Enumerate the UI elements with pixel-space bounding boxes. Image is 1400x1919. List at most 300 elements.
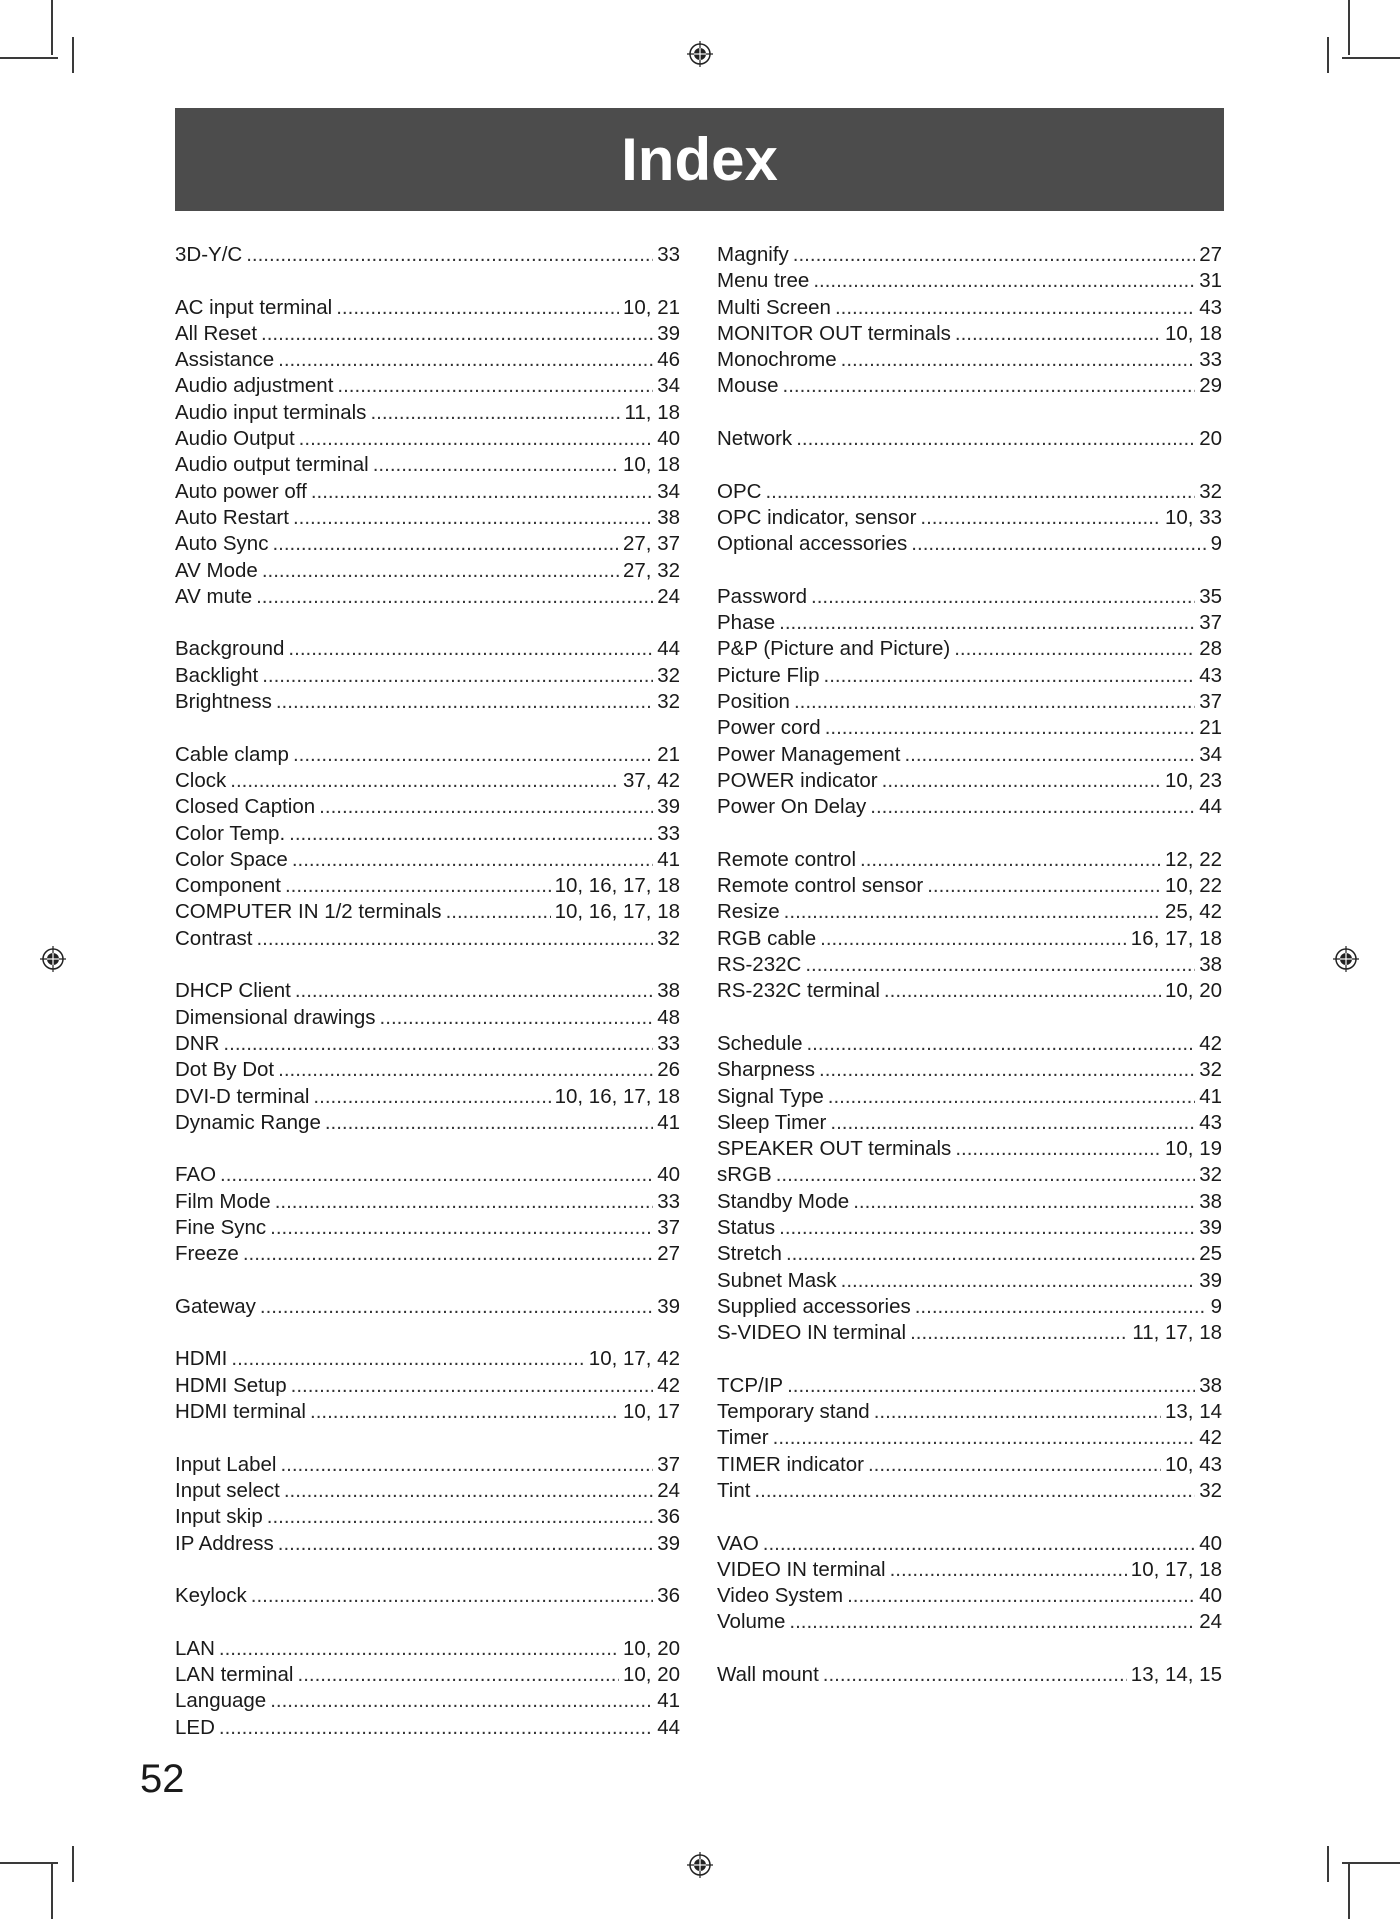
index-entry [717,716,1222,742]
index-entry [175,1216,680,1242]
crop-mark [0,57,58,59]
index-term: Position [717,690,790,714]
index-term: Password [717,584,808,608]
index-entry [717,427,1222,453]
index-term: IP Address [175,1531,274,1555]
dot-leader [796,427,1195,451]
index-entry [175,664,680,690]
index-column-right [717,243,1222,1689]
index-page-refs: 44 [657,637,680,661]
index-page-refs: 39 [657,1294,680,1318]
index-page-refs: 32 [1199,1478,1222,1502]
index-entry [717,348,1222,374]
index-page-refs: 10, 21 [623,295,680,319]
index-entry [717,1137,1222,1163]
index-page-refs: 11, 18 [624,400,680,424]
index-page-refs: 24 [657,584,680,608]
index-term: Audio Output [175,427,295,451]
dot-leader [882,769,1161,793]
dot-leader [765,480,1195,504]
dot-leader [868,1453,1161,1477]
index-term: AV Mode [175,558,258,582]
index-term: RS-232C terminal [717,979,880,1003]
index-term: POWER indicator [717,768,878,792]
index-page-refs: 39 [1199,1268,1222,1292]
dot-leader [219,1637,619,1661]
index-page-refs: 43 [1199,663,1222,687]
index-page-refs: 10, 18 [623,453,680,477]
index-page-refs: 46 [657,348,680,372]
index-term: Freeze [175,1242,239,1266]
dot-leader [299,427,654,451]
index-term: Power Management [717,742,901,766]
index-term: Phase [717,611,776,635]
index-entry [717,1479,1222,1505]
index-page-refs: 39 [657,321,680,345]
index-term: DHCP Client [175,979,291,1003]
index-page-refs: 13, 14, 15 [1130,1663,1222,1687]
dot-leader [860,848,1161,872]
index-term: Color Space [175,847,288,871]
crop-mark [72,37,74,73]
index-entry [175,1584,680,1610]
index-entry [175,1716,680,1742]
index-entry [175,927,680,953]
dot-leader [754,1479,1195,1503]
dot-leader [293,506,653,530]
index-term: Stretch [717,1242,782,1266]
dot-leader [291,1374,654,1398]
index-entry [175,1689,680,1715]
index-term: Mouse [717,374,779,398]
index-page-refs: 37 [657,1215,680,1239]
dot-leader [267,1505,653,1529]
index-entry [717,322,1222,348]
index-term: Dynamic Range [175,1110,321,1134]
index-page-refs: 40 [657,1163,680,1187]
index-page-refs: 37, 42 [623,768,680,792]
index-page-refs: 33 [657,243,680,266]
dot-leader [336,296,619,320]
dot-leader [793,243,1195,267]
crop-mark [51,1864,53,1919]
index-entry [717,532,1222,558]
index-term: SPEAKER OUT terminals [717,1137,952,1161]
dot-leader [794,690,1195,714]
index-page-refs: 21 [657,742,680,766]
index-entry [717,1085,1222,1111]
index-term: RGB cable [717,926,817,950]
index-entry [717,1663,1222,1689]
dot-leader [230,769,619,793]
index-page-refs: 10, 19 [1165,1137,1222,1161]
registration-mark-icon [687,1852,713,1878]
dot-leader [292,848,653,872]
index-term: Timer [717,1426,769,1450]
index-term: Fine Sync [175,1215,267,1239]
index-term: Temporary stand [717,1400,870,1424]
index-page-refs: 10, 16, 17, 18 [554,900,680,924]
index-term: HDMI [175,1347,228,1371]
page-number: 52 [140,1757,185,1801]
index-page-refs: 28 [1199,637,1222,661]
index-page-refs: 36 [657,1505,680,1529]
dot-leader [311,480,653,504]
index-term: Language [175,1689,267,1713]
index-entry [175,374,680,400]
index-entry [717,1584,1222,1610]
index-term: Subnet Mask [717,1268,837,1292]
index-entry [717,690,1222,716]
dot-leader [805,953,1195,977]
dot-leader [325,1111,653,1135]
index-entry [717,480,1222,506]
index-page-refs: 34 [657,479,680,503]
index-page-refs: 27 [657,1242,680,1266]
dot-leader [260,1295,653,1319]
dot-leader [298,1663,620,1687]
dot-leader [783,374,1196,398]
index-entry [175,1479,680,1505]
dot-leader [261,322,653,346]
index-term: AV mute [175,584,253,608]
index-page-refs: 38 [657,979,680,1003]
index-page-refs: 25 [1199,1242,1222,1266]
index-page-refs: 11, 17, 18 [1132,1321,1222,1345]
index-page-refs: 9 [1210,532,1222,556]
index-page-refs: 10, 16, 17, 18 [554,874,680,898]
index-entry [717,900,1222,926]
index-entry [175,296,680,322]
index-term: Signal Type [717,1084,824,1108]
index-page-refs: 34 [1199,742,1222,766]
dot-leader [847,1584,1195,1608]
index-entry [717,1190,1222,1216]
dot-leader [310,1400,619,1424]
index-page-refs: 10, 16, 17, 18 [554,1084,680,1108]
index-term: sRGB [717,1163,772,1187]
registration-mark-icon [1333,946,1359,972]
index-entry [175,874,680,900]
dot-leader [824,664,1196,688]
index-term: Cable clamp [175,742,289,766]
index-entry [175,822,680,848]
index-entry [717,1453,1222,1479]
dot-leader [275,1190,654,1214]
index-entry [175,1453,680,1479]
index-term: Optional accessories [717,532,908,556]
index-page-refs: 10, 43 [1165,1452,1222,1476]
index-term: Remote control [717,847,857,871]
index-page-refs: 43 [1199,1110,1222,1134]
dot-leader [278,1532,653,1556]
dot-leader [256,927,653,951]
index-page-refs: 32 [657,663,680,687]
index-page-refs: 32 [657,690,680,714]
index-entry [175,1505,680,1531]
index-page-refs: 10, 17, 18 [1130,1557,1222,1581]
index-term: Menu tree [717,269,810,293]
dot-leader [337,374,653,398]
dot-leader [911,532,1206,556]
dot-leader [828,1085,1195,1109]
index-term: HDMI terminal [175,1400,306,1424]
index-entry [717,1321,1222,1347]
dot-leader [813,269,1195,293]
index-term: Brightness [175,690,272,714]
dot-leader [380,1006,654,1030]
index-page-refs: 20 [1199,427,1222,451]
index-page-refs: 10, 23 [1165,768,1222,792]
index-term: Video System [717,1584,844,1608]
dot-leader [830,1111,1195,1135]
index-entry [175,1347,680,1373]
index-entry [175,322,680,348]
index-term: Contrast [175,926,253,950]
index-entry [717,611,1222,637]
index-page-refs: 32 [1199,1163,1222,1187]
index-page-refs: 41 [657,847,680,871]
dot-leader [246,243,653,267]
index-term: Dot By Dot [175,1058,275,1082]
index-entry [717,1242,1222,1268]
index-page-refs: 10, 20 [1165,979,1222,1003]
index-term: TIMER indicator [717,1452,864,1476]
dot-leader [910,1321,1128,1345]
dot-leader [779,1216,1195,1240]
crop-mark [1327,1846,1329,1882]
dot-leader [278,348,653,372]
dot-leader [954,637,1195,661]
index-term: LAN terminal [175,1663,294,1687]
index-page-refs: 37 [1199,690,1222,714]
dot-leader [823,1663,1127,1687]
index-page-refs: 38 [1199,1373,1222,1397]
index-page-refs: 36 [657,1584,680,1608]
index-page-refs: 40 [657,427,680,451]
index-page-refs: 42 [1199,1426,1222,1450]
dot-leader [243,1242,653,1266]
index-term: Audio output terminal [175,453,369,477]
index-entry [175,1032,680,1058]
index-page-refs: 44 [657,1715,680,1739]
dot-leader [284,1479,653,1503]
index-page-refs: 32 [657,926,680,950]
dot-leader [295,979,653,1003]
index-page-refs: 40 [1199,1531,1222,1555]
dot-leader [904,743,1195,767]
registration-mark-icon [687,41,713,67]
index-page-refs: 26 [657,1058,680,1082]
index-page-refs: 41 [657,1110,680,1134]
index-entry [175,1163,680,1189]
index-term: Component [175,874,281,898]
index-term: Film Mode [175,1189,271,1213]
index-term: DNR [175,1031,220,1055]
dot-leader [811,585,1195,609]
index-entry [717,953,1222,979]
index-term: LAN [175,1636,215,1660]
index-entry [717,1558,1222,1584]
dot-leader [285,874,551,898]
dot-leader [313,1085,550,1109]
index-page-refs: 44 [1199,795,1222,819]
dot-leader [278,1058,653,1082]
index-entry [717,243,1222,269]
index-term: Network [717,427,793,451]
dot-leader [819,1058,1195,1082]
index-term: LED [175,1715,215,1739]
index-entry [717,874,1222,900]
index-entry [175,427,680,453]
index-page-refs: 10, 20 [623,1663,680,1687]
dot-leader [955,1137,1161,1161]
index-term: MONITOR OUT terminals [717,321,951,345]
index-term: TCP/IP [717,1373,784,1397]
index-term: 3D-Y/C [175,243,243,266]
dot-leader [272,532,619,556]
dot-leader [293,743,653,767]
dot-leader [927,874,1161,898]
index-page-refs: 13, 14 [1165,1400,1222,1424]
dot-leader [806,1032,1195,1056]
index-term: All Reset [175,321,258,345]
index-term: Remote control sensor [717,874,924,898]
index-term: Backlight [175,663,259,687]
index-term: Status [717,1215,776,1239]
index-term: Sharpness [717,1058,816,1082]
dot-leader [276,690,653,714]
index-term: Tint [717,1478,751,1502]
index-term: P&P (Picture and Picture) [717,637,951,661]
index-entry [175,1374,680,1400]
index-entry [175,795,680,821]
index-entry [175,979,680,1005]
index-page-refs: 9 [1210,1294,1222,1318]
dot-leader [786,1242,1195,1266]
index-page-refs: 42 [1199,1031,1222,1055]
index-entry [717,743,1222,769]
index-page-refs: 37 [1199,611,1222,635]
index-term: Multi Screen [717,295,831,319]
index-page-refs: 10, 17 [623,1400,680,1424]
dot-leader [853,1190,1195,1214]
index-entry [175,690,680,716]
index-page-refs: 41 [657,1689,680,1713]
index-term: VIDEO IN terminal [717,1557,886,1581]
dot-leader [870,795,1195,819]
index-term: Power On Delay [717,795,867,819]
index-column-left [175,243,680,1742]
dot-leader [223,1032,653,1056]
crop-mark [51,0,53,55]
index-term: Standby Mode [717,1189,850,1213]
index-page-refs: 25, 42 [1165,900,1222,924]
index-entry [175,506,680,532]
index-entry [717,269,1222,295]
index-term: Keylock [175,1584,247,1608]
index-page-refs: 10, 22 [1165,874,1222,898]
index-entry [175,559,680,585]
dot-leader [776,1163,1196,1187]
index-term: Sleep Timer [717,1110,827,1134]
index-term: Color Temp. [175,821,286,845]
index-entry [175,1295,680,1321]
index-entry [717,795,1222,821]
dot-leader [763,1532,1195,1556]
index-entry [175,1085,680,1111]
index-term: Schedule [717,1031,803,1055]
index-term: FAO [175,1163,217,1187]
index-entry [175,1111,680,1137]
index-term: Magnify [717,243,789,266]
index-page-refs: 38 [1199,953,1222,977]
dot-leader [231,1347,584,1371]
index-term: Input skip [175,1505,263,1529]
index-entry [175,1190,680,1216]
index-page-refs: 10, 33 [1165,505,1222,529]
index-term: Audio input terminals [175,400,367,424]
index-term: COMPUTER IN 1/2 terminals [175,900,442,924]
dot-leader [219,1716,653,1740]
index-term: Background [175,637,285,661]
dot-leader [262,664,653,688]
index-page-refs: 29 [1199,374,1222,398]
page-title: Index [175,108,1224,211]
index-term: Wall mount [717,1663,819,1687]
index-term: DVI-D terminal [175,1084,310,1108]
dot-leader [784,900,1161,924]
dot-leader [841,348,1196,372]
index-term: OPC [717,479,762,503]
index-term: Auto Restart [175,505,289,529]
index-term: Picture Flip [717,663,820,687]
index-entry [717,769,1222,795]
index-page-refs: 43 [1199,295,1222,319]
index-entry [717,1374,1222,1400]
dot-leader [220,1163,653,1187]
index-term: Auto power off [175,479,307,503]
index-entry [175,769,680,795]
index-page-refs: 39 [657,1531,680,1555]
index-entry [717,1058,1222,1084]
index-entry [717,1163,1222,1189]
index-term: Dimensional drawings [175,1005,376,1029]
crop-mark [72,1846,74,1882]
index-page-refs: 39 [1199,1215,1222,1239]
index-page-refs: 34 [657,374,680,398]
index-entry [717,1400,1222,1426]
index-page-refs: 33 [1199,348,1222,372]
index-term: OPC indicator, sensor [717,505,917,529]
index-term: Monochrome [717,348,837,372]
index-entry [175,1663,680,1689]
index-term: Supplied accessories [717,1294,911,1318]
index-page-refs: 27, 37 [623,532,680,556]
index-entry [717,927,1222,953]
index-entry [717,585,1222,611]
index-entry [717,1532,1222,1558]
index-entry [175,480,680,506]
index-term: AC input terminal [175,295,333,319]
crop-mark [0,1862,58,1864]
dot-leader [825,716,1196,740]
index-page-refs: 32 [1199,1058,1222,1082]
index-page-refs: 39 [657,795,680,819]
index-entry [175,348,680,374]
index-entry [175,1400,680,1426]
registration-mark-icon [40,946,66,972]
